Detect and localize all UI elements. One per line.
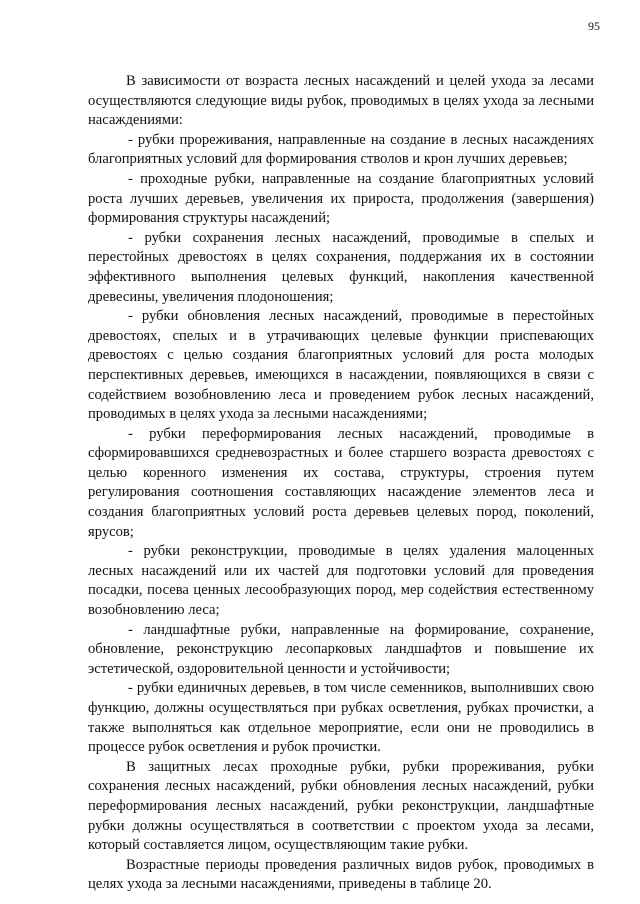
list-item-landscape-cuttings: - ландшафтные рубки, направленные на формирование, сохранение, обновление, реконструкцию лесопарковых ландшафтов и повышение их эстетической, оздоровительной ценности и устойчивости; — [88, 621, 594, 677]
list-item-reformation-cuttings: - рубки переформирования лесных насаждений, проводимые в сформировавшихся средневозрастных и более старшего возраста древостоях с целью коренного изменения их состава, структуры, строения путем регулирования соотношения составляющих насаждение элементов леса и создания благоприятных условий роста деревьев целевых пород, поколений, ярусов; — [88, 425, 594, 540]
list-item-passage-cuttings: - проходные рубки, направленные на создание благоприятных условий роста лучших деревьев, увеличения их прироста, продолжения (завершения) формирования структуры насаждений; — [88, 170, 594, 227]
list-item-thinning: - рубки прореживания, направленные на создание в лесных насаждениях благоприятных условий для формирования стволов и крон лучших деревьев; — [88, 131, 594, 168]
age-periods-paragraph: Возрастные периоды проведения различных видов рубок, проводимых в целях ухода за лесными насаждениями, приведены в таблице 20. — [88, 856, 594, 893]
list-item-single-tree-cuttings: - рубки единичных деревьев, в том числе семенников, выполнивших свою функцию, должны осуществляться при рубках осветления, рубках прочистки, а также выполняться как отдельное мероприятие, если они не проводились в процессе рубок осветления и рубок прочистки. — [88, 680, 594, 756]
intro-paragraph: В зависимости от возраста лесных насаждений и целей ухода за лесами осуществляются следующие виды рубок, проводимых в целях ухода за лесными насаждениями: — [88, 73, 594, 129]
page-number: 95 — [588, 19, 600, 33]
protective-forests-paragraph: В защитных лесах проходные рубки, рубки прореживания, рубки сохранения лесных насаждений, рубки обновления лесных насаждений, рубки переформирования лесных насаждений, рубки реконструкции, ландшафтные рубки должны осуществляться в соответствии с проектом ухода за лесами, который составляется лицом, осуществляющим такие рубки. — [88, 758, 594, 854]
list-item-reconstruction-cuttings: - рубки реконструкции, проводимые в целях удаления малоценных лесных насаждений или их частей для подготовки условий для проведения посадки, посева ценных лесообразующих пород, мер содействия естественному возобновлению леса; — [88, 543, 594, 619]
list-item-renewal-cuttings: - рубки обновления лесных насаждений, проводимые в перестойных древостоях, спелых и в утрачивающих целевые функции приспевающих древостоях с целью создания благоприятных условий для роста молодых перспективных деревьев, имеющихся в насаждении, появляющихся в связи с содействием возобновлению леса и проведением рубок лесных насаждений, проводимых в целях ухода за лесными насаждениями; — [88, 308, 594, 423]
list-item-preservation-cuttings: - рубки сохранения лесных насаждений, проводимые в спелых и перестойных древостоях в целях сохранения, поддержания их в состоянии эффективного выполнения целевых функций, накопления качественной древесины, увеличения плодоношения; — [88, 229, 594, 305]
document-body — [88, 72, 594, 895]
